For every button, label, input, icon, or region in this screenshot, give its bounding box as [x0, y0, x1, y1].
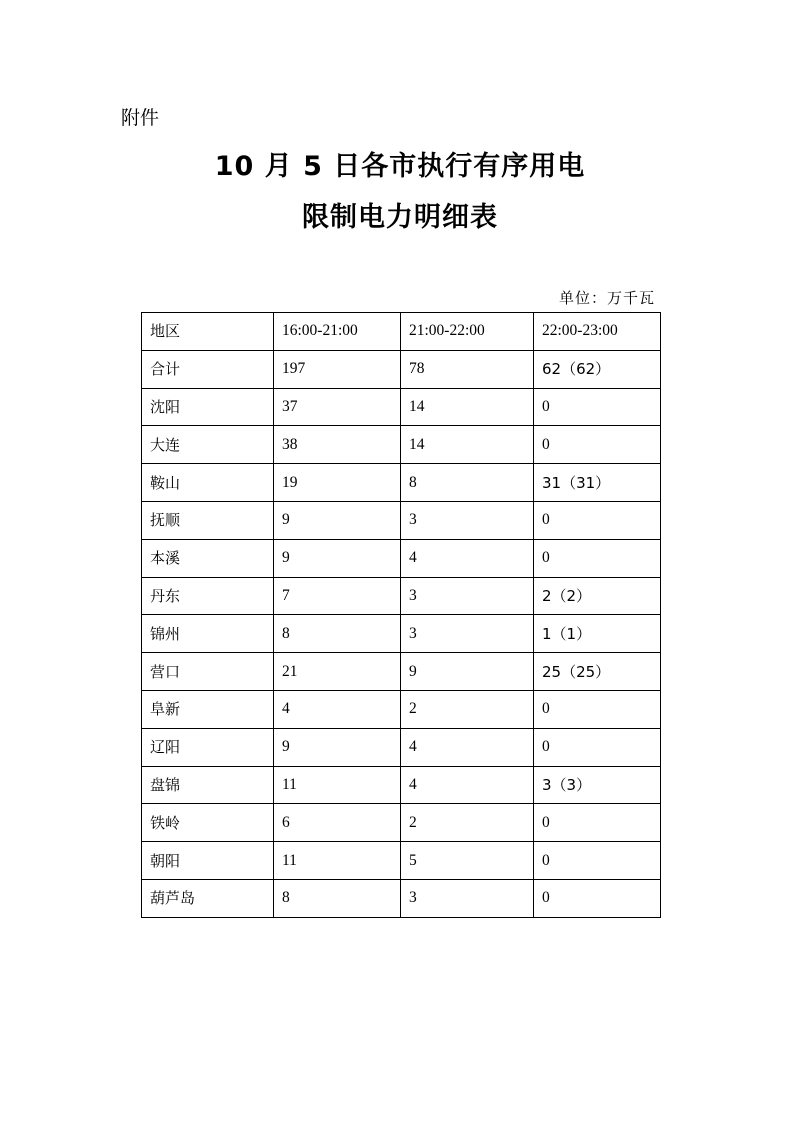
cell-period-3: 0	[534, 388, 661, 426]
cell-period-3: 31（31）	[534, 464, 661, 502]
cell-period-2: 3	[401, 577, 534, 615]
cell-period-1: 197	[274, 350, 401, 388]
table-row	[142, 766, 661, 804]
cell-period-1: 8	[274, 879, 401, 917]
cell-region: 丹东	[142, 577, 274, 615]
cell-period-2: 4	[401, 728, 534, 766]
header-region: 地区	[142, 313, 274, 351]
header-period-1: 16:00-21:00	[274, 313, 401, 351]
cell-period-1: 11	[274, 766, 401, 804]
cell-period-2: 3	[401, 501, 534, 539]
cell-period-1: 9	[274, 539, 401, 577]
table-row	[142, 577, 661, 615]
cell-period-1: 4	[274, 690, 401, 728]
document-title-line1: 10 月 5 日各市执行有序用电	[214, 151, 586, 182]
cell-period-2: 78	[401, 350, 534, 388]
cell-period-2: 4	[401, 539, 534, 577]
cell-period-3: 0	[534, 842, 661, 880]
cell-region: 葫芦岛	[142, 879, 274, 917]
cell-period-1: 7	[274, 577, 401, 615]
cell-period-2: 3	[401, 615, 534, 653]
cell-period-1: 9	[274, 728, 401, 766]
power-limit-table	[141, 312, 661, 918]
unit-label: 单位：万千瓦	[558, 289, 655, 307]
table-row	[142, 690, 661, 728]
cell-period-1: 9	[274, 501, 401, 539]
table-row	[142, 653, 661, 691]
cell-region: 合计	[142, 350, 274, 388]
cell-period-2: 14	[401, 426, 534, 464]
header-period-2: 21:00-22:00	[401, 313, 534, 351]
cell-period-1: 8	[274, 615, 401, 653]
cell-region: 朝阳	[142, 842, 274, 880]
cell-region: 鞍山	[142, 464, 274, 502]
cell-period-2: 14	[401, 388, 534, 426]
cell-region: 本溪	[142, 539, 274, 577]
cell-period-3: 0	[534, 804, 661, 842]
table-row	[142, 501, 661, 539]
table-row	[142, 464, 661, 502]
cell-region: 抚顺	[142, 501, 274, 539]
table-row	[142, 804, 661, 842]
cell-period-2: 3	[401, 879, 534, 917]
cell-period-2: 5	[401, 842, 534, 880]
cell-period-1: 37	[274, 388, 401, 426]
cell-period-2: 8	[401, 464, 534, 502]
cell-period-3: 3（3）	[534, 766, 661, 804]
cell-period-3: 0	[534, 690, 661, 728]
cell-period-1: 38	[274, 426, 401, 464]
cell-period-1: 6	[274, 804, 401, 842]
cell-period-1: 19	[274, 464, 401, 502]
table-row	[142, 350, 661, 388]
cell-period-3: 0	[534, 728, 661, 766]
cell-period-3: 0	[534, 879, 661, 917]
table-row	[142, 388, 661, 426]
cell-region: 锦州	[142, 615, 274, 653]
cell-period-3: 62（62）	[534, 350, 661, 388]
cell-period-3: 0	[534, 539, 661, 577]
table-row	[142, 426, 661, 464]
document-title-line2: 限制电力明细表	[302, 202, 498, 233]
cell-region: 铁岭	[142, 804, 274, 842]
table-row	[142, 615, 661, 653]
cell-period-1: 11	[274, 842, 401, 880]
cell-period-3: 2（2）	[534, 577, 661, 615]
cell-period-1: 21	[274, 653, 401, 691]
cell-region: 盘锦	[142, 766, 274, 804]
cell-period-2: 2	[401, 690, 534, 728]
header-period-3: 22:00-23:00	[534, 313, 661, 351]
cell-region: 沈阳	[142, 388, 274, 426]
table-header-row	[142, 313, 661, 351]
cell-period-2: 4	[401, 766, 534, 804]
cell-period-3: 25（25）	[534, 653, 661, 691]
cell-region: 营口	[142, 653, 274, 691]
cell-period-3: 0	[534, 426, 661, 464]
table-row	[142, 728, 661, 766]
cell-period-3: 1（1）	[534, 615, 661, 653]
cell-period-2: 9	[401, 653, 534, 691]
table-row	[142, 879, 661, 917]
cell-period-2: 2	[401, 804, 534, 842]
cell-region: 辽阳	[142, 728, 274, 766]
table-row	[142, 842, 661, 880]
cell-region: 阜新	[142, 690, 274, 728]
cell-period-3: 0	[534, 501, 661, 539]
table-row	[142, 539, 661, 577]
cell-region: 大连	[142, 426, 274, 464]
attachment-label: 附件	[121, 107, 160, 129]
